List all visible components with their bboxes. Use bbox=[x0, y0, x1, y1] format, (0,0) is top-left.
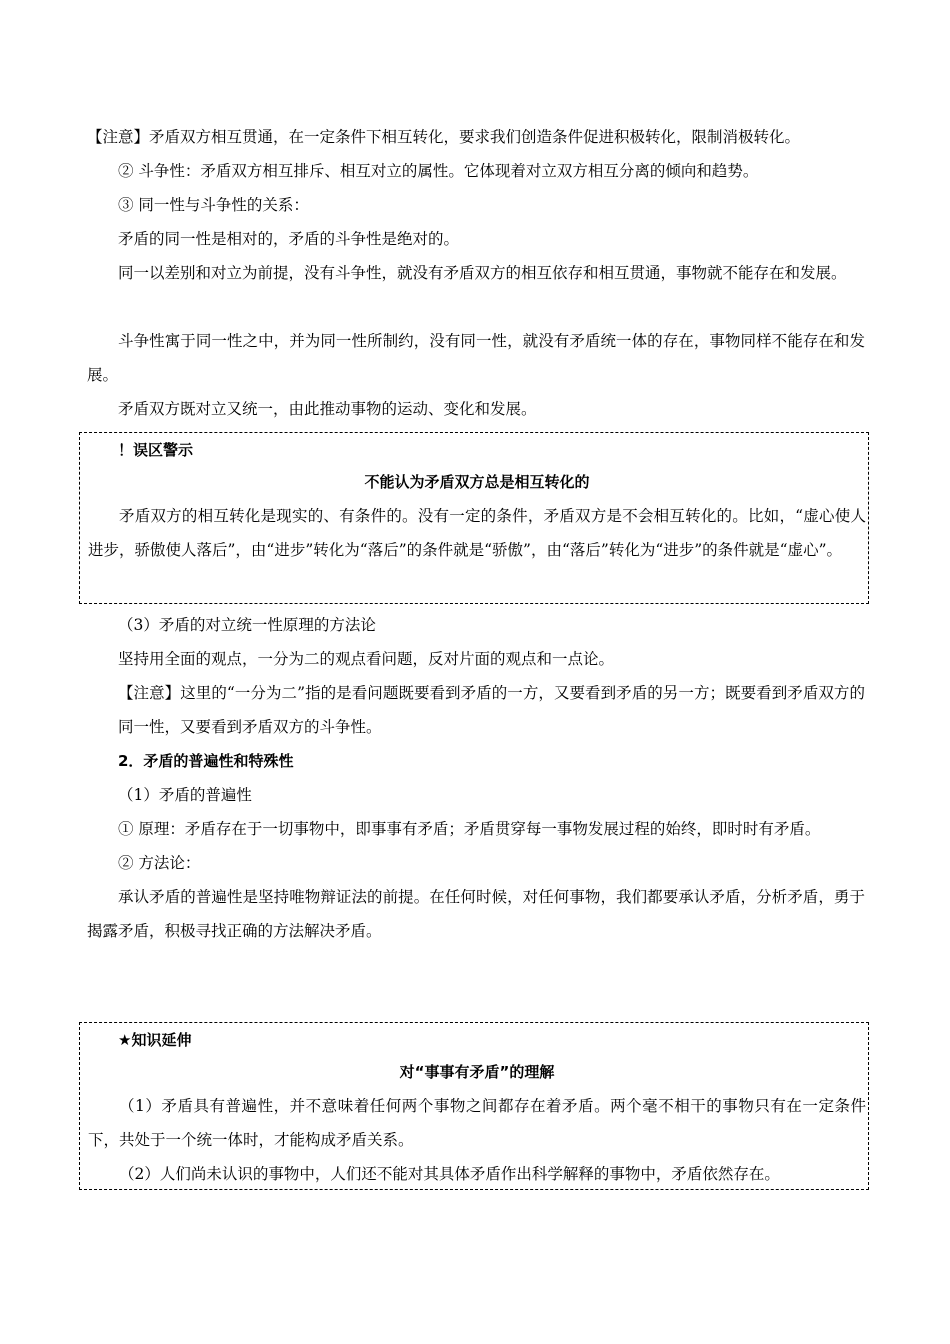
misconception-title: 不能认为矛盾双方总是相互转化的 bbox=[364, 473, 590, 491]
methodology-paragraph: 坚持用全面的观点，一分为二的观点看问题，反对片面的观点和一点论。 bbox=[118, 650, 615, 668]
struggle-paragraph: ② 斗争性：矛盾双方相互排斥、相互对立的属性。它体现着对立双方相互分离的倾向和趋势。 bbox=[118, 162, 759, 180]
methodology-heading: （3）矛盾的对立统一性原理的方法论 bbox=[118, 616, 376, 634]
relation-heading: ③ 同一性与斗争性的关系： bbox=[118, 196, 309, 214]
struggle-in-identity-paragraph: 斗争性寓于同一性之中，并为同一性所制约，没有同一性，就没有矛盾统一体的存在，事物同样不能存在和发展。 bbox=[87, 332, 865, 384]
relative-absolute-paragraph: 矛盾的同一性是相对的，矛盾的斗争性是绝对的。 bbox=[118, 230, 460, 248]
method-heading: ② 方法论： bbox=[118, 854, 201, 872]
misconception-tag: ！误区警示 bbox=[118, 441, 194, 459]
identity-paragraph: 同一以差别和对立为前提，没有斗争性，就没有矛盾双方的相互依存和相互贯通，事物就不能存在和发展。 bbox=[118, 264, 847, 282]
misconception-body: 矛盾双方的相互转化是现实的、有条件的。没有一定的条件，矛盾双方是不会相互转化的。比如，“虚心使人进步，骄傲使人落后”，由“进步”转化为“落后”的条件就是“骄傲”，由“落后”转化为“进步”的条件就是“虚心”。 bbox=[88, 507, 866, 559]
principle-paragraph: ① 原理：矛盾存在于一切事物中，即事事有矛盾；矛盾贯穿每一事物发展过程的始终，即时时有矛盾。 bbox=[118, 820, 821, 838]
extension-body-2: （2）人们尚未认识的事物中，人们还不能对其具体矛盾作出科学解释的事物中，矛盾依然存在。 bbox=[119, 1165, 780, 1183]
method-paragraph: 承认矛盾的普遍性是坚持唯物辩证法的前提。在任何时候，对任何事物，我们都要承认矛盾，分析矛盾，勇于揭露矛盾，积极寻找正确的方法解决矛盾。 bbox=[87, 888, 865, 940]
extension-tag: ★知识延伸 bbox=[118, 1031, 192, 1049]
knowledge-extension-box bbox=[79, 1022, 869, 1190]
note-paragraph-2-text: 【注意】这里的“一分为二”指的是看问题既要看到矛盾的一方，又要看到矛盾的另一方；既要看到矛盾双方的同一性，又要看到矛盾双方的斗争性。 bbox=[118, 684, 865, 736]
note-paragraph-2 bbox=[118, 676, 865, 744]
extension-body-1: （1）矛盾具有普遍性，并不意味着任何两个事物之间都存在着矛盾。两个毫不相干的事物只有在一定条件下，共处于一个统一体时，才能构成矛盾关系。 bbox=[88, 1097, 866, 1149]
misconception-box bbox=[79, 432, 869, 604]
note-paragraph-1: 【注意】矛盾双方相互贯通，在一定条件下相互转化，要求我们创造条件促进积极转化，限制消极转化。 bbox=[87, 128, 801, 146]
unity-paragraph: 矛盾双方既对立又统一，由此推动事物的运动、变化和发展。 bbox=[118, 400, 537, 418]
section-heading-2: 2．矛盾的普遍性和特殊性 bbox=[118, 752, 294, 770]
universality-heading: （1）矛盾的普遍性 bbox=[118, 786, 252, 804]
extension-title: 对“事事有矛盾”的理解 bbox=[399, 1063, 555, 1081]
